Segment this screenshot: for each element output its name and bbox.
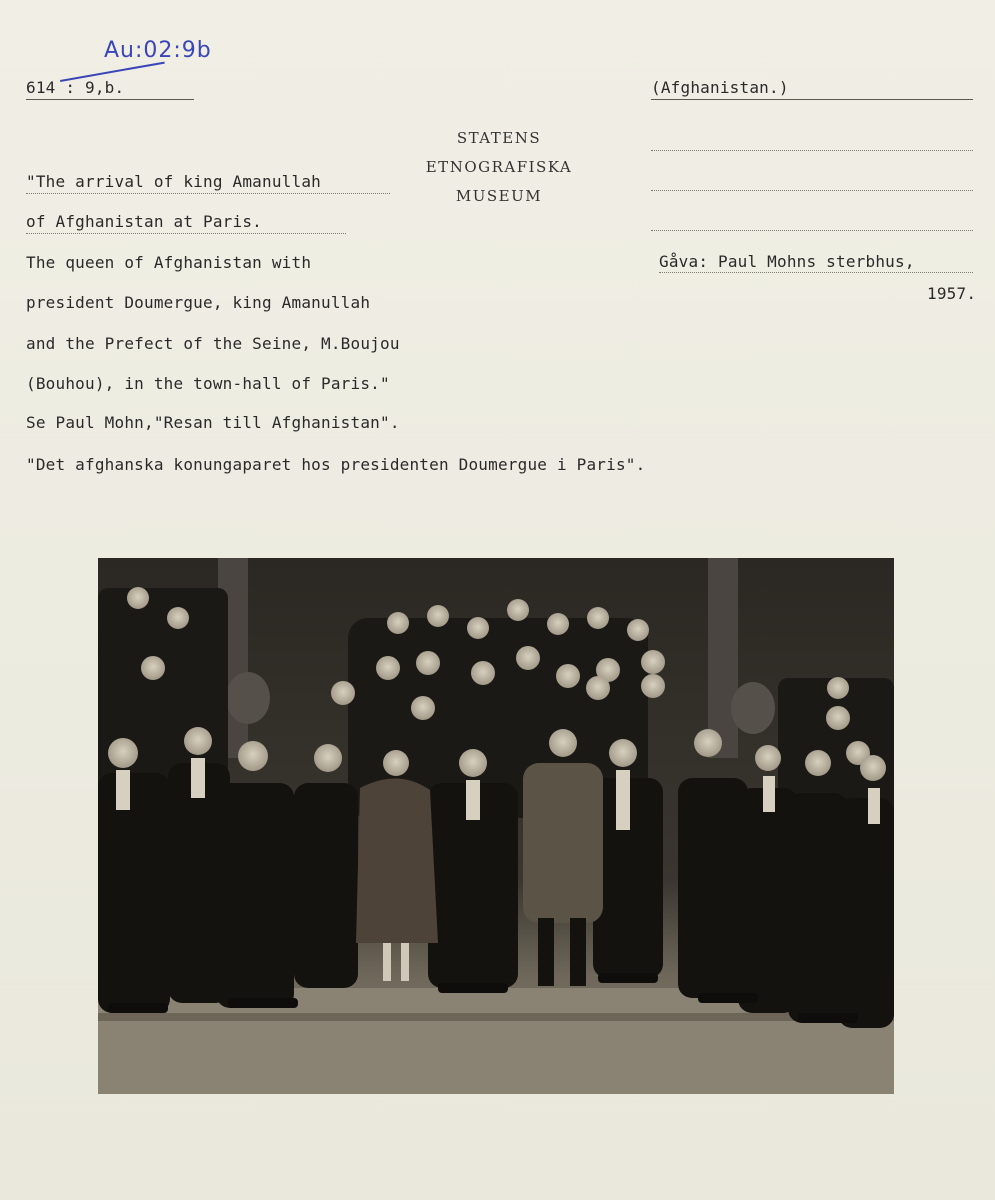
caption-rule-2	[26, 233, 346, 234]
caption-line-8: "Det afghanska konungaparet hos presidenten Doumergue i Paris".	[26, 455, 646, 474]
donor-note: Gåva: Paul Mohns sterbhus,	[659, 252, 915, 271]
caption-line-3: The queen of Afghanistan with	[26, 253, 312, 272]
old-catalog-number	[26, 78, 124, 97]
armor-helmet-right	[731, 682, 775, 734]
handwritten-catalog-number: Au:02:9b	[104, 38, 212, 63]
floor-edge	[98, 1013, 894, 1021]
right-column	[708, 558, 738, 758]
caption-line-5: and the Prefect of the Seine, M.Boujou	[26, 334, 400, 353]
queen-figure	[356, 778, 438, 943]
caption-line-2: of Afghanistan at Paris.	[26, 212, 262, 231]
blank-rule-3	[651, 230, 973, 231]
number-rule	[26, 99, 194, 100]
caption-rule-1	[26, 193, 390, 194]
caption-line-4: president Doumergue, king Amanullah	[26, 293, 371, 312]
museum-stamp	[410, 124, 588, 211]
country-rule	[651, 99, 973, 100]
armor-helmet-left	[226, 672, 270, 724]
old-catalog-number-text: 614 : 9,b.	[26, 78, 125, 97]
donor-rule	[659, 272, 973, 273]
uniformed-officer	[523, 763, 603, 923]
museum-line-1: STATENS	[456, 129, 542, 147]
country-label: (Afghanistan.)	[651, 78, 789, 97]
blank-rule-1	[651, 150, 973, 151]
blank-rule-2	[651, 190, 973, 191]
photo-illustration	[98, 558, 894, 1094]
group-photograph	[98, 558, 894, 1094]
caption-line-1: "The arrival of king Amanullah	[26, 172, 321, 191]
museum-line-2: ETNOGRAFISKA	[425, 158, 573, 176]
caption-line-7: Se Paul Mohn,"Resan till Afghanistan".	[26, 413, 400, 432]
museum-line-3: MUSEUM	[455, 187, 543, 205]
caption-line-6: (Bouhou), in the town-hall of Paris."	[26, 374, 390, 393]
donation-year: 1957.	[927, 284, 977, 303]
